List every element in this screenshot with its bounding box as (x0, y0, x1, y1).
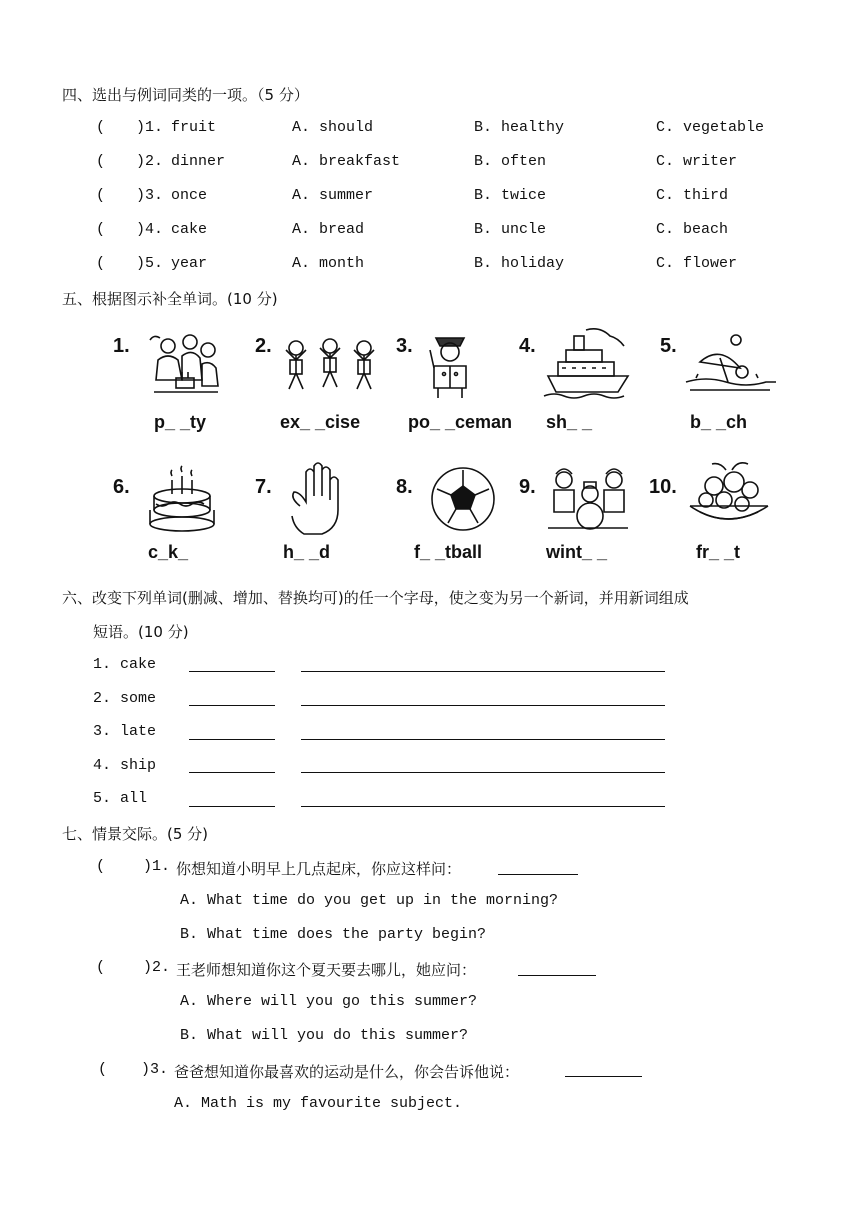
option-b: B. uncle (474, 221, 547, 238)
answer-paren[interactable]: ( (96, 119, 106, 136)
picture-number: 5. (660, 335, 677, 357)
picture-number: 2. (255, 335, 272, 357)
new-word-blank[interactable] (189, 705, 275, 706)
picture-word: b_ _ch (690, 412, 748, 432)
question-number: )3. (136, 187, 164, 204)
word-item: 5. all (93, 790, 148, 807)
picture-number: 9. (519, 476, 536, 498)
question-number: )2. (136, 153, 164, 170)
exercise-icon (280, 334, 380, 396)
hand-icon (286, 462, 346, 538)
picture-word: c_k_ (148, 542, 189, 562)
picture-word: ex_ _cise (280, 412, 361, 432)
picture-number: 1. (113, 335, 130, 357)
answer-paren[interactable]: ( (96, 221, 106, 238)
option-a: A. should (292, 119, 374, 136)
new-word-blank[interactable] (189, 806, 275, 807)
option-c: C. vegetable (656, 119, 765, 136)
new-word-blank[interactable] (189, 671, 275, 672)
answer-blank[interactable] (518, 975, 596, 976)
section4-title: 四、选出与例词同类的一项。（5 分） (62, 86, 309, 104)
option-c: C. flower (656, 255, 738, 272)
phrase-blank[interactable] (301, 806, 665, 807)
question-prompt: 爸爸想知道你最喜欢的运动是什么，你会告诉他说： (174, 1063, 520, 1081)
word-item: 4. ship (93, 757, 157, 774)
question-number: )1. (143, 858, 171, 875)
option-a: A. month (292, 255, 365, 272)
answer-paren[interactable]: ( (96, 153, 106, 170)
picture-word: sh_ _ (546, 412, 593, 432)
phrase-blank[interactable] (301, 671, 665, 672)
section7-title: 七、情景交际。(5 分) (62, 825, 209, 843)
question-number: )3. (141, 1061, 169, 1078)
picture-number: 4. (519, 335, 536, 357)
cake-icon (144, 464, 220, 534)
word-item: 2. some (93, 690, 157, 707)
answer-blank[interactable] (498, 874, 578, 875)
picture-number: 7. (255, 476, 272, 498)
option-b: B. What time does the party begin? (180, 926, 487, 943)
question-prompt: 你想知道小明早上几点起床，你应这样问： (176, 860, 462, 878)
ship-icon (544, 326, 634, 400)
option-c: C. beach (656, 221, 729, 238)
section6-title: 六、改变下列单词(删减、增加、替换均可)的任一个字母，使之变为另一个新词，并用新词组成 (62, 589, 689, 607)
question-word: dinner (171, 153, 226, 170)
option-a: A. What time do you get up in the morning? (180, 892, 559, 909)
phrase-blank[interactable] (301, 739, 665, 740)
answer-paren[interactable]: ( (96, 858, 106, 875)
option-a: A. summer (292, 187, 374, 204)
picture-word: f_ _tball (414, 542, 483, 562)
question-word: year (171, 255, 208, 272)
football-icon (430, 466, 496, 532)
policeman-icon (420, 328, 480, 400)
winter-icon (546, 464, 630, 532)
option-b: B. What will you do this summer? (180, 1027, 469, 1044)
answer-paren[interactable]: ( (98, 1061, 108, 1078)
section5-title: 五、根据图示补全单词。(10 分) (62, 290, 278, 308)
answer-paren[interactable]: ( (96, 187, 106, 204)
phrase-blank[interactable] (301, 705, 665, 706)
question-word: once (171, 187, 208, 204)
option-b: B. twice (474, 187, 547, 204)
option-b: B. often (474, 153, 547, 170)
picture-number: 3. (396, 335, 413, 357)
phrase-blank[interactable] (301, 772, 665, 773)
word-item: 1. cake (93, 656, 157, 673)
answer-paren[interactable]: ( (96, 959, 106, 976)
answer-paren[interactable]: ( (96, 255, 106, 272)
answer-blank[interactable] (565, 1076, 642, 1077)
picture-number: 10. (649, 476, 677, 498)
picture-number: 6. (113, 476, 130, 498)
question-prompt: 王老师想知道你这个夏天要去哪儿，她应问： (176, 961, 477, 979)
picture-word: p_ _ty (154, 412, 207, 432)
option-a: A. breakfast (292, 153, 401, 170)
option-c: C. writer (656, 153, 738, 170)
picture-word: h_ _d (283, 542, 331, 562)
option-b: B. healthy (474, 119, 565, 136)
question-number: )4. (136, 221, 164, 238)
question-number: )2. (143, 959, 171, 976)
section6-title-continued: 短语。(10 分) (93, 623, 189, 641)
new-word-blank[interactable] (189, 739, 275, 740)
new-word-blank[interactable] (189, 772, 275, 773)
picture-number: 8. (396, 476, 413, 498)
picture-word: fr_ _t (696, 542, 741, 562)
picture-word: wint_ _ (546, 542, 608, 562)
option-b: B. holiday (474, 255, 565, 272)
option-a: A. Math is my favourite subject. (174, 1095, 463, 1112)
question-number: )5. (136, 255, 164, 272)
beach-icon (686, 332, 776, 394)
option-a: A. Where will you go this summer? (180, 993, 478, 1010)
option-a: A. bread (292, 221, 365, 238)
question-word: fruit (171, 119, 217, 136)
option-c: C. third (656, 187, 729, 204)
fruit-icon (686, 460, 772, 526)
question-word: cake (171, 221, 208, 238)
picture-word: po_ _ceman (408, 412, 513, 432)
question-number: )1. (136, 119, 164, 136)
word-item: 3. late (93, 723, 157, 740)
party-icon (146, 330, 226, 400)
